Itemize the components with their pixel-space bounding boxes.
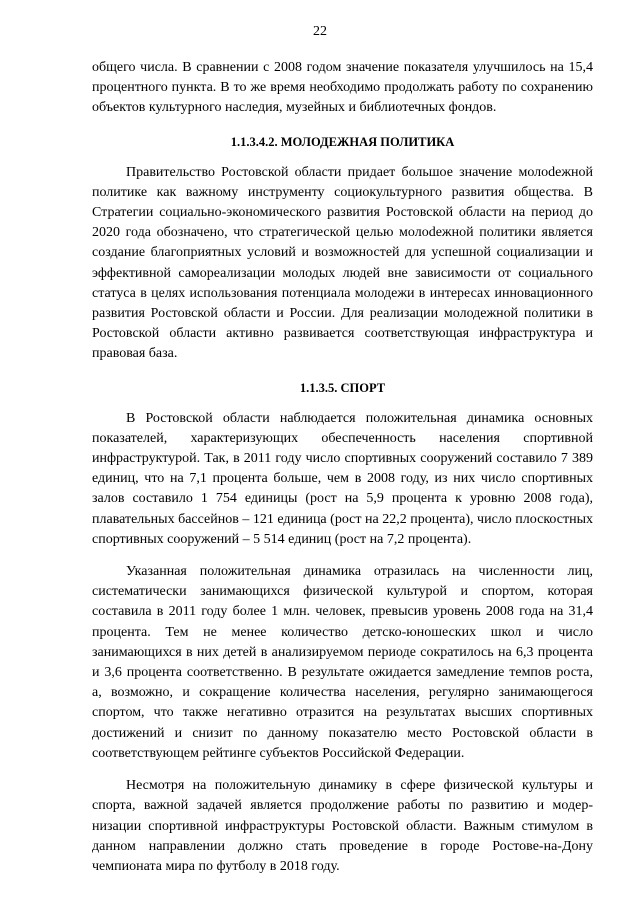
section-heading-sport: 1.1.3.5. СПОРТ: [299, 380, 386, 395]
section-heading-youth-policy: 1.1.3.4.2. МОЛОДЕЖНАЯ ПОЛИТИКА: [230, 134, 455, 149]
paragraph-sport-dynamics: В Ростовской области наблюдается положительная динамика основных показателей, характеризующих обеспеченность населения спортивной инфраструктурой. Так, в 2011 году число спортивных сооружений составило 7 389 единиц, что на 7,1 процента больше, чем в 2008 году, из них число спортивных залов составило 1 754 единицы (рост на 5,9 процента к уровню 2008 года), плавательных бассейнов – 121 единица (рост на 22,2 процента), число плоскостных спортивных сооружений – 5 514 единиц (рост на 7,2 процента).: [92, 410, 593, 547]
paragraph-sport-population: Указанная положительная динамика отразилась на численности лиц, систематически занимающихся физической культурой и спортом, которая составила в 2011 году более 1 млн. человек, превысив уровень 2008 года на 31,4 процента. Тем не менее количество детско-юношеских школ и число занимающихся в них детей в анализируемом периоде сократилось на 6,3 процента и 3,6 процента соответственно. В результате ожидается замедление темпов роста, а, возможно, и сокращение количества населения, регулярно занимающегося спортом, что также негативно отразится на результатах высших спортивных достижений и снизит по данному показателю место Ростовской области в соответствующем рейтинге субъектов Российской Федерации.: [92, 564, 593, 761]
paragraph-youth-policy: Правительство Ростовской области придает большое значение молоdежной политике как важному инструменту социокультурного развития общества. В Стратегии социально-экономического развития Ростовской области на период до 2020 года обозначено, что стратегической целью молоdежной политики является создание благоприятных условий и возможностей для успешной социализации и эффективной самореализации молодых людей вне зависимости от социального статуса в целях использования потенциала молодежи в интересах инновационного развития Ростовской области и России. Для реализации молодежной политики в Ростовской области активно развивается соответствующая инфраструктура и правовая база.: [92, 164, 593, 362]
document-body: [92, 58, 593, 877]
paragraph-sport-task: Несмотря на положительную динамику в сфере физической культуры и спорта, важной задачей является продолжение работы по развитию и модернизации спортивной инфраструктуры Ростовской области. Важным стимулом в данном направлении должно стать проведение в городе Ростове-на-Дону чемпионата мира по футболу в 2018 году.: [92, 778, 593, 874]
page-number: 22: [313, 24, 327, 39]
paragraph-intro: общего числа. В сравнении с 2008 годом значение показателя улучшилось на 15,4 процентного пункта. В то же время необходимо продолжать работу по сохранению объектов культурного наследия, музейных и библиотечных фондов.: [92, 60, 593, 116]
